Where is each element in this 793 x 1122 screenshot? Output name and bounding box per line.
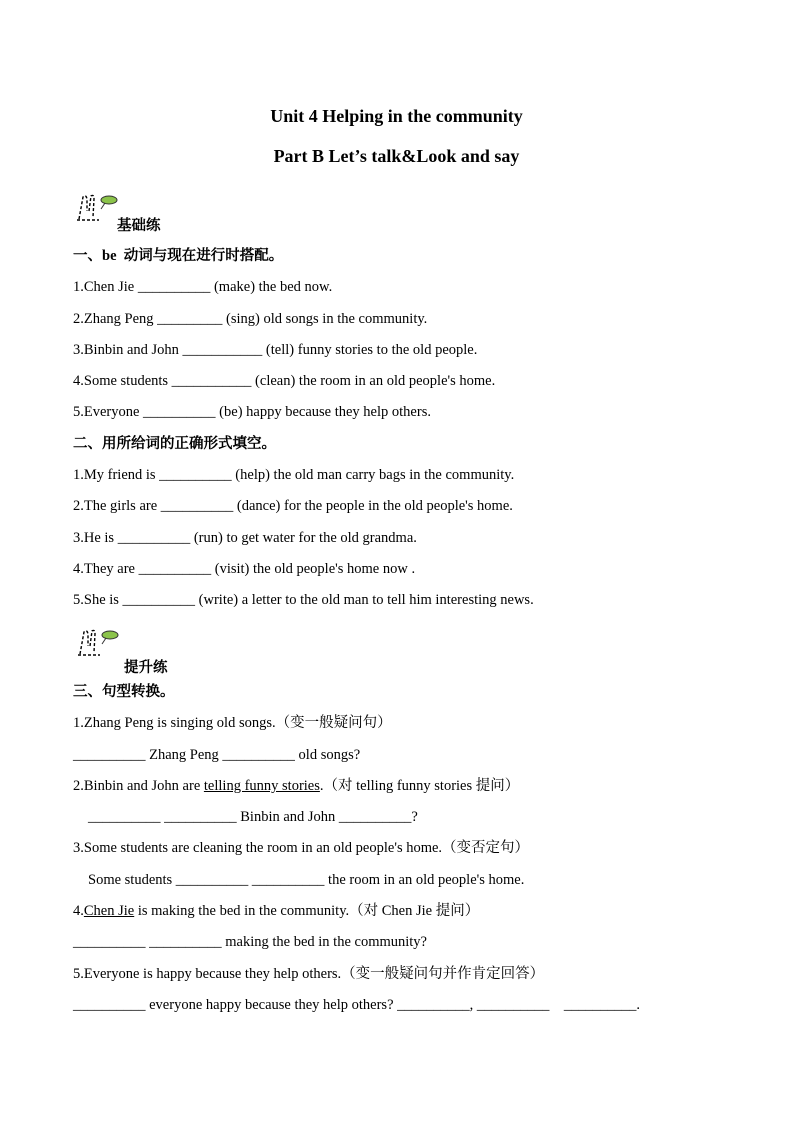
exercise-line	[73, 304, 534, 335]
exercise-line	[73, 865, 640, 896]
line-text: 4.They are __________ (visit) the old people's home now .	[73, 560, 416, 577]
line-text: 3.Binbin and John ___________ (tell) funny stories to the old people.	[73, 341, 478, 358]
line-text: is making the bed in the community.（对 Chen Jie 提问）	[134, 903, 480, 920]
line-text: __________ __________ Binbin and John __________?	[88, 809, 418, 826]
line-text: 4.	[73, 903, 84, 920]
line-text: 2.Binbin and John are	[73, 777, 204, 794]
line-text: 1.Chen Jie __________ (make) the bed now.	[73, 279, 333, 296]
line-text: 1.Zhang Peng is singing old songs.（变一般疑问句）	[73, 715, 392, 732]
exercise-line	[73, 959, 640, 990]
line-text: 4.Some students ___________ (clean) the room in an old people's home.	[73, 373, 496, 390]
section-advanced-label: 提升练	[124, 660, 168, 676]
exercise-line	[73, 585, 534, 616]
line-text: 2.Zhang Peng _________ (sing) old songs in the community.	[73, 310, 428, 327]
document-title: Unit 4 Helping in the community	[270, 106, 523, 126]
underlined-text: Chen Jie	[83, 903, 135, 920]
exercise-line	[73, 460, 534, 491]
question-heading	[73, 241, 534, 272]
section-advanced	[73, 677, 640, 1021]
exercise-line	[73, 833, 640, 864]
line-text: 一、be 动词与现在进行时搭配。	[73, 248, 284, 264]
exercise-line	[73, 802, 640, 833]
line-text: __________ Zhang Peng __________ old songs?	[73, 746, 361, 763]
line-text: 3.Some students are cleaning the room in an old people's home.（变否定句）	[73, 840, 530, 857]
exercise-line	[73, 740, 640, 771]
line-text: 5.She is __________ (write) a letter to the old man to tell him interesting news.	[73, 592, 534, 609]
exercise-line	[73, 927, 640, 958]
exercise-line	[73, 523, 534, 554]
question-heading	[73, 429, 534, 460]
question-heading	[73, 677, 640, 708]
exercise-line	[73, 554, 534, 585]
exercise-line	[73, 491, 534, 522]
exercise-line	[73, 990, 640, 1021]
underlined-text: telling funny stories	[203, 777, 320, 794]
line-text: 3.He is __________ (run) to get water for the old grandma.	[73, 529, 417, 546]
bunny-icon	[76, 628, 120, 658]
exercise-line	[73, 366, 534, 397]
exercise-line	[73, 397, 534, 428]
line-text: 5.Everyone is happy because they help others.（变一般疑问句并作肯定回答）	[73, 965, 545, 982]
line-text: __________ everyone happy because they help others? __________, __________ __________.	[73, 996, 641, 1013]
document-subtitle: Part B Let’s talk&Look and say	[273, 146, 520, 166]
line-text: 2.The girls are __________ (dance) for the people in the old people's home.	[73, 498, 513, 515]
exercise-line	[73, 272, 534, 303]
bunny-icon	[75, 193, 119, 223]
line-text: .（对 telling funny stories 提问）	[319, 777, 520, 794]
line-text: Some students __________ __________ the room in an old people's home.	[88, 871, 525, 888]
exercise-line	[73, 335, 534, 366]
exercise-line	[73, 708, 640, 739]
line-text: 三、句型转换。	[73, 684, 175, 700]
exercise-line	[73, 771, 640, 802]
exercise-line	[73, 896, 640, 927]
line-text: __________ __________ making the bed in the community?	[73, 934, 427, 951]
section-basic	[73, 241, 534, 617]
line-text: 1.My friend is __________ (help) the old man carry bags in the community.	[73, 467, 515, 484]
section-basic-label: 基础练	[117, 218, 161, 234]
line-text: 5.Everyone __________ (be) happy because they help others.	[73, 404, 431, 421]
line-text: 二、用所给词的正确形式填空。	[73, 435, 276, 452]
